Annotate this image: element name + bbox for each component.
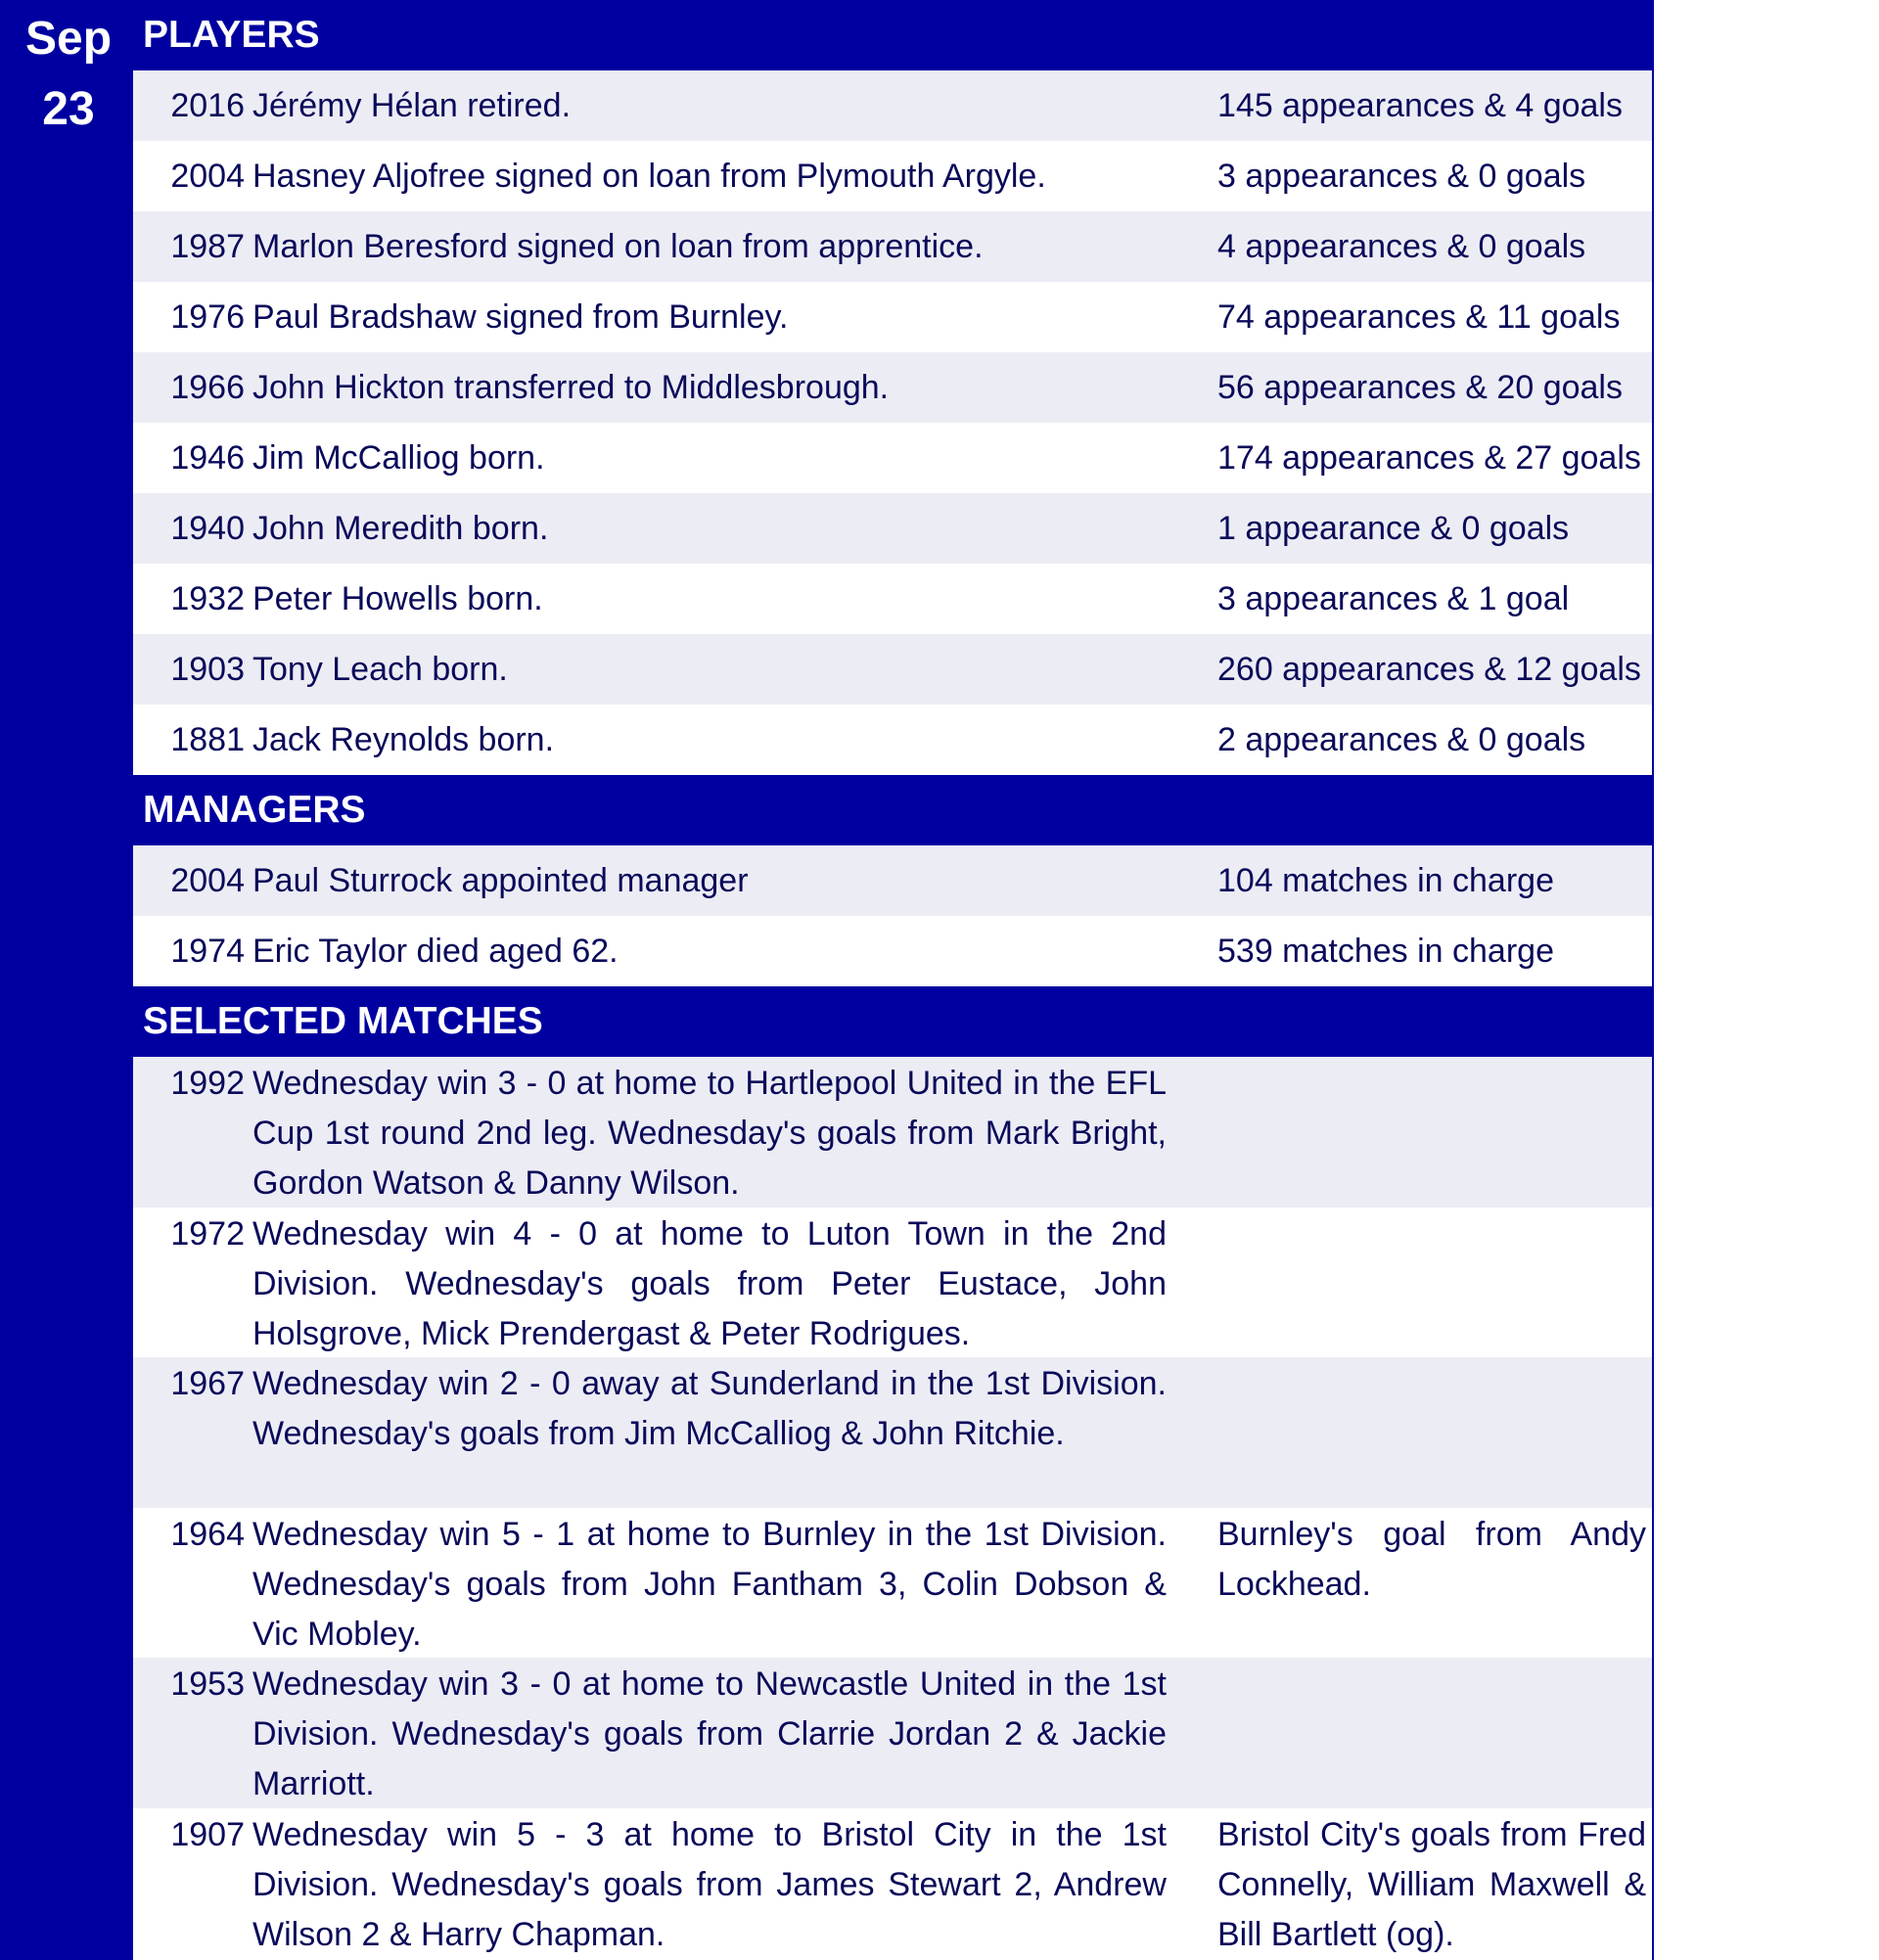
match-row: [133, 1057, 1652, 1208]
row-stat: 260 appearances & 12 goals: [1217, 650, 1641, 688]
match-row: [133, 1808, 1652, 1959]
matches-list: [133, 1057, 1652, 1958]
row-description: Wednesday win 4 - 0 at home to Luton Town in the 2nd Division. Wednesday's goals from Peter Eustace, John Holsgrove, Mick Prendergast & Peter Rodrigues.: [252, 1214, 1167, 1352]
row-stat: 539 matches in charge: [1217, 932, 1554, 970]
row-description: John Hickton transferred to Middlesbrough.: [252, 368, 890, 406]
managers-list: [133, 845, 1652, 986]
row-stat: 3 appearances & 0 goals: [1217, 157, 1586, 195]
right-border: [1652, 0, 1654, 1960]
player-row: [133, 634, 1652, 705]
manager-row: [133, 845, 1652, 916]
row-year: 1987: [170, 227, 245, 265]
match-row: [133, 1508, 1652, 1659]
row-year: 1932: [170, 579, 245, 617]
matches-heading: SELECTED MATCHES: [133, 986, 1652, 1057]
row-stat: [1174, 1660, 1652, 1808]
row-stat: 174 appearances & 27 goals: [1217, 438, 1641, 477]
date-sidebar: [0, 0, 133, 1960]
row-stat: 3 appearances & 1 goal: [1217, 579, 1570, 617]
player-row: [133, 705, 1652, 775]
row-stat: Bristol City's goals from Fred Connelly, William Maxwell & Bill Bartlett (og).: [1217, 1815, 1646, 1953]
row-year: 1967: [170, 1365, 245, 1402]
row-year: 1966: [170, 368, 245, 406]
row-stat: 2 appearances & 0 goals: [1217, 720, 1586, 758]
row-description: Jérémy Hélan retired.: [252, 86, 572, 124]
row-description: Wednesday win 5 - 1 at home to Burnley in the 1st Division. Wednesday's goals from John Fantham 3, Colin Dobson & Vic Mobley.: [252, 1515, 1167, 1653]
row-year: 1940: [170, 509, 245, 547]
row-stat: 104 matches in charge: [1217, 861, 1554, 899]
player-row: [133, 352, 1652, 423]
row-year: 1972: [170, 1214, 245, 1253]
row-stat: 1 appearance & 0 goals: [1217, 509, 1570, 547]
manager-row: [133, 916, 1652, 986]
row-year: 1964: [170, 1515, 245, 1553]
row-year: 1974: [170, 932, 245, 970]
player-row: [133, 141, 1652, 211]
row-year: 1976: [170, 297, 245, 336]
player-row: [133, 564, 1652, 634]
players-list: [133, 70, 1652, 775]
row-year: 2004: [170, 861, 245, 899]
row-year: 1946: [170, 438, 245, 477]
row-year: 1903: [170, 650, 245, 688]
row-year: 1907: [170, 1815, 245, 1853]
row-stat: 4 appearances & 0 goals: [1217, 227, 1586, 265]
row-description: Eric Taylor died aged 62.: [252, 932, 619, 970]
row-stat: 145 appearances & 4 goals: [1217, 86, 1623, 124]
date-month: Sep: [24, 13, 113, 65]
row-year: 1881: [170, 720, 245, 758]
row-stat: 74 appearances & 11 goals: [1217, 297, 1621, 336]
match-row: [133, 1357, 1652, 1508]
match-row: [133, 1208, 1652, 1358]
match-row: [133, 1658, 1652, 1808]
row-stat: [1174, 1059, 1652, 1208]
date-day: 23: [42, 83, 95, 135]
row-description: Wednesday win 2 - 0 away at Sunderland in the 1st Division. Wednesday's goals from Jim McCalliog & John Ritchie.: [252, 1365, 1167, 1452]
row-stat: [1174, 1359, 1652, 1508]
row-stat: [1174, 1209, 1652, 1358]
row-description: Marlon Beresford signed on loan from apprentice.: [252, 227, 984, 265]
row-description: John Meredith born.: [252, 509, 549, 547]
row-year: 2004: [170, 157, 245, 195]
row-description: Jack Reynolds born.: [252, 720, 555, 758]
player-row: [133, 423, 1652, 493]
row-description: Hasney Aljofree signed on loan from Plymouth Argyle.: [252, 157, 1046, 195]
row-description: Peter Howells born.: [252, 579, 543, 617]
content: [133, 0, 1652, 1958]
row-stat: Burnley's goal from Andy Lockhead.: [1217, 1515, 1646, 1603]
player-row: [133, 493, 1652, 564]
player-row: [133, 282, 1652, 352]
row-year: 1992: [170, 1065, 245, 1102]
row-description: Wednesday win 3 - 0 at home to Newcastle United in the 1st Division. Wednesday's goals from Clarrie Jordan 2 & Jackie Marriott.: [252, 1665, 1167, 1802]
row-description: Jim McCalliog born.: [252, 438, 545, 477]
player-row: [133, 70, 1652, 141]
managers-heading: MANAGERS: [133, 775, 1652, 845]
player-row: [133, 211, 1652, 282]
row-description: Tony Leach born.: [252, 650, 508, 688]
row-year: 1953: [170, 1665, 245, 1703]
players-heading: PLAYERS: [133, 0, 1652, 70]
row-description: Wednesday win 5 - 3 at home to Bristol City in the 1st Division. Wednesday's goals from James Stewart 2, Andrew Wilson 2 & Harry Chapman.: [252, 1815, 1167, 1953]
row-year: 2016: [170, 86, 245, 124]
row-description: Paul Sturrock appointed manager: [252, 861, 749, 899]
row-stat: 56 appearances & 20 goals: [1217, 368, 1623, 406]
row-description: Wednesday win 3 - 0 at home to Hartlepool United in the EFL Cup 1st round 2nd leg. Wednesday's goals from Mark Bright, Gordon Watson & Danny Wilson.: [252, 1065, 1167, 1202]
row-description: Paul Bradshaw signed from Burnley.: [252, 297, 789, 336]
